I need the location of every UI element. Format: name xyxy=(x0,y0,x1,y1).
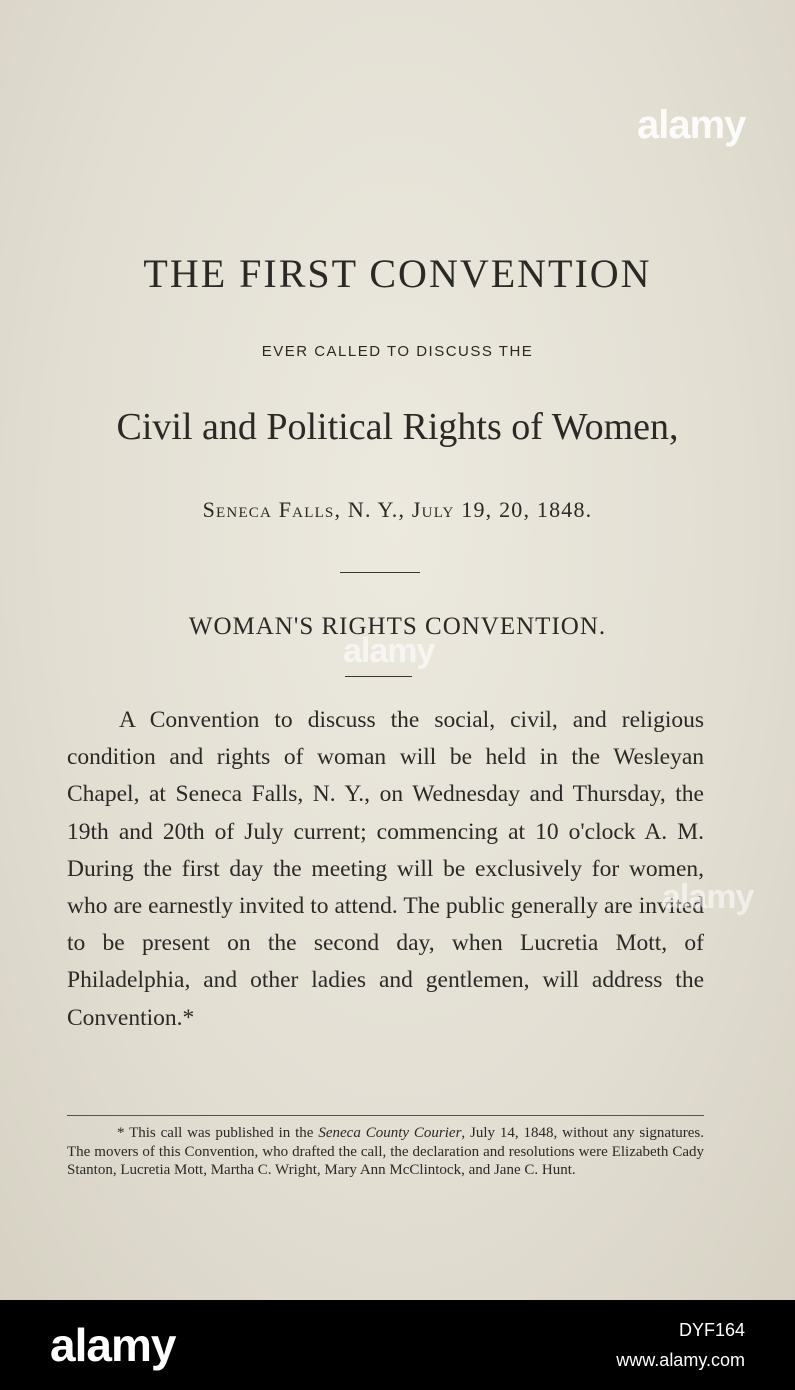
footnote xyxy=(67,1124,704,1180)
place-date: Seneca Falls, N. Y., July 19, 20, 1848. xyxy=(202,497,593,522)
footnote-suffix: , July 14, 1848, without any signatures. The movers of this Convention, who drafted the call, the declaration and resolutions were Elizabeth Cady Stanton, Lucretia Mott, Martha C. Wright, Mary Ann McClintock, and Jane C. Hunt. xyxy=(67,1125,704,1178)
section-title: WOMAN'S RIGHTS CONVENTION. xyxy=(188,613,607,640)
body-paragraph: A Convention to discuss the social, civil, and religious condition and rights of woman will be held in the Wesleyan Chapel, at Seneca Falls, N. Y., on Wednesday and Thursday, the 19th and 20th of July current; commencing at 10 o'clock A. M. During the first day the meeting will be exclusively for women, who are earnestly invited to attend. The public generally are invited to be present on the second day, when Lucretia Mott, of Philadelphia, and other ladies and gentlemen, will address the Convention.* xyxy=(67,707,704,1031)
watermark-logo: alamy xyxy=(343,632,435,670)
footnote-publication: Seneca County Courier xyxy=(318,1125,462,1141)
stock-footer xyxy=(0,1300,795,1390)
document-subtitle: EVER CALLED TO DISCUSS THE xyxy=(261,343,534,360)
footer-logo: alamy xyxy=(50,1319,176,1371)
image-id: DYF164 xyxy=(678,1320,745,1340)
footer-url: www.alamy.com xyxy=(616,1350,745,1370)
document-heading: Civil and Political Rights of Women, xyxy=(116,406,679,448)
divider-rule xyxy=(345,676,412,677)
footnote-rule xyxy=(67,1115,704,1116)
footnote-prefix: * This call was published in the xyxy=(117,1125,319,1141)
watermark-logo: alamy xyxy=(637,103,746,147)
document-title: THE FIRST CONVENTION xyxy=(143,251,652,296)
divider-rule xyxy=(340,572,420,573)
watermark-logo: alamy xyxy=(662,878,754,916)
